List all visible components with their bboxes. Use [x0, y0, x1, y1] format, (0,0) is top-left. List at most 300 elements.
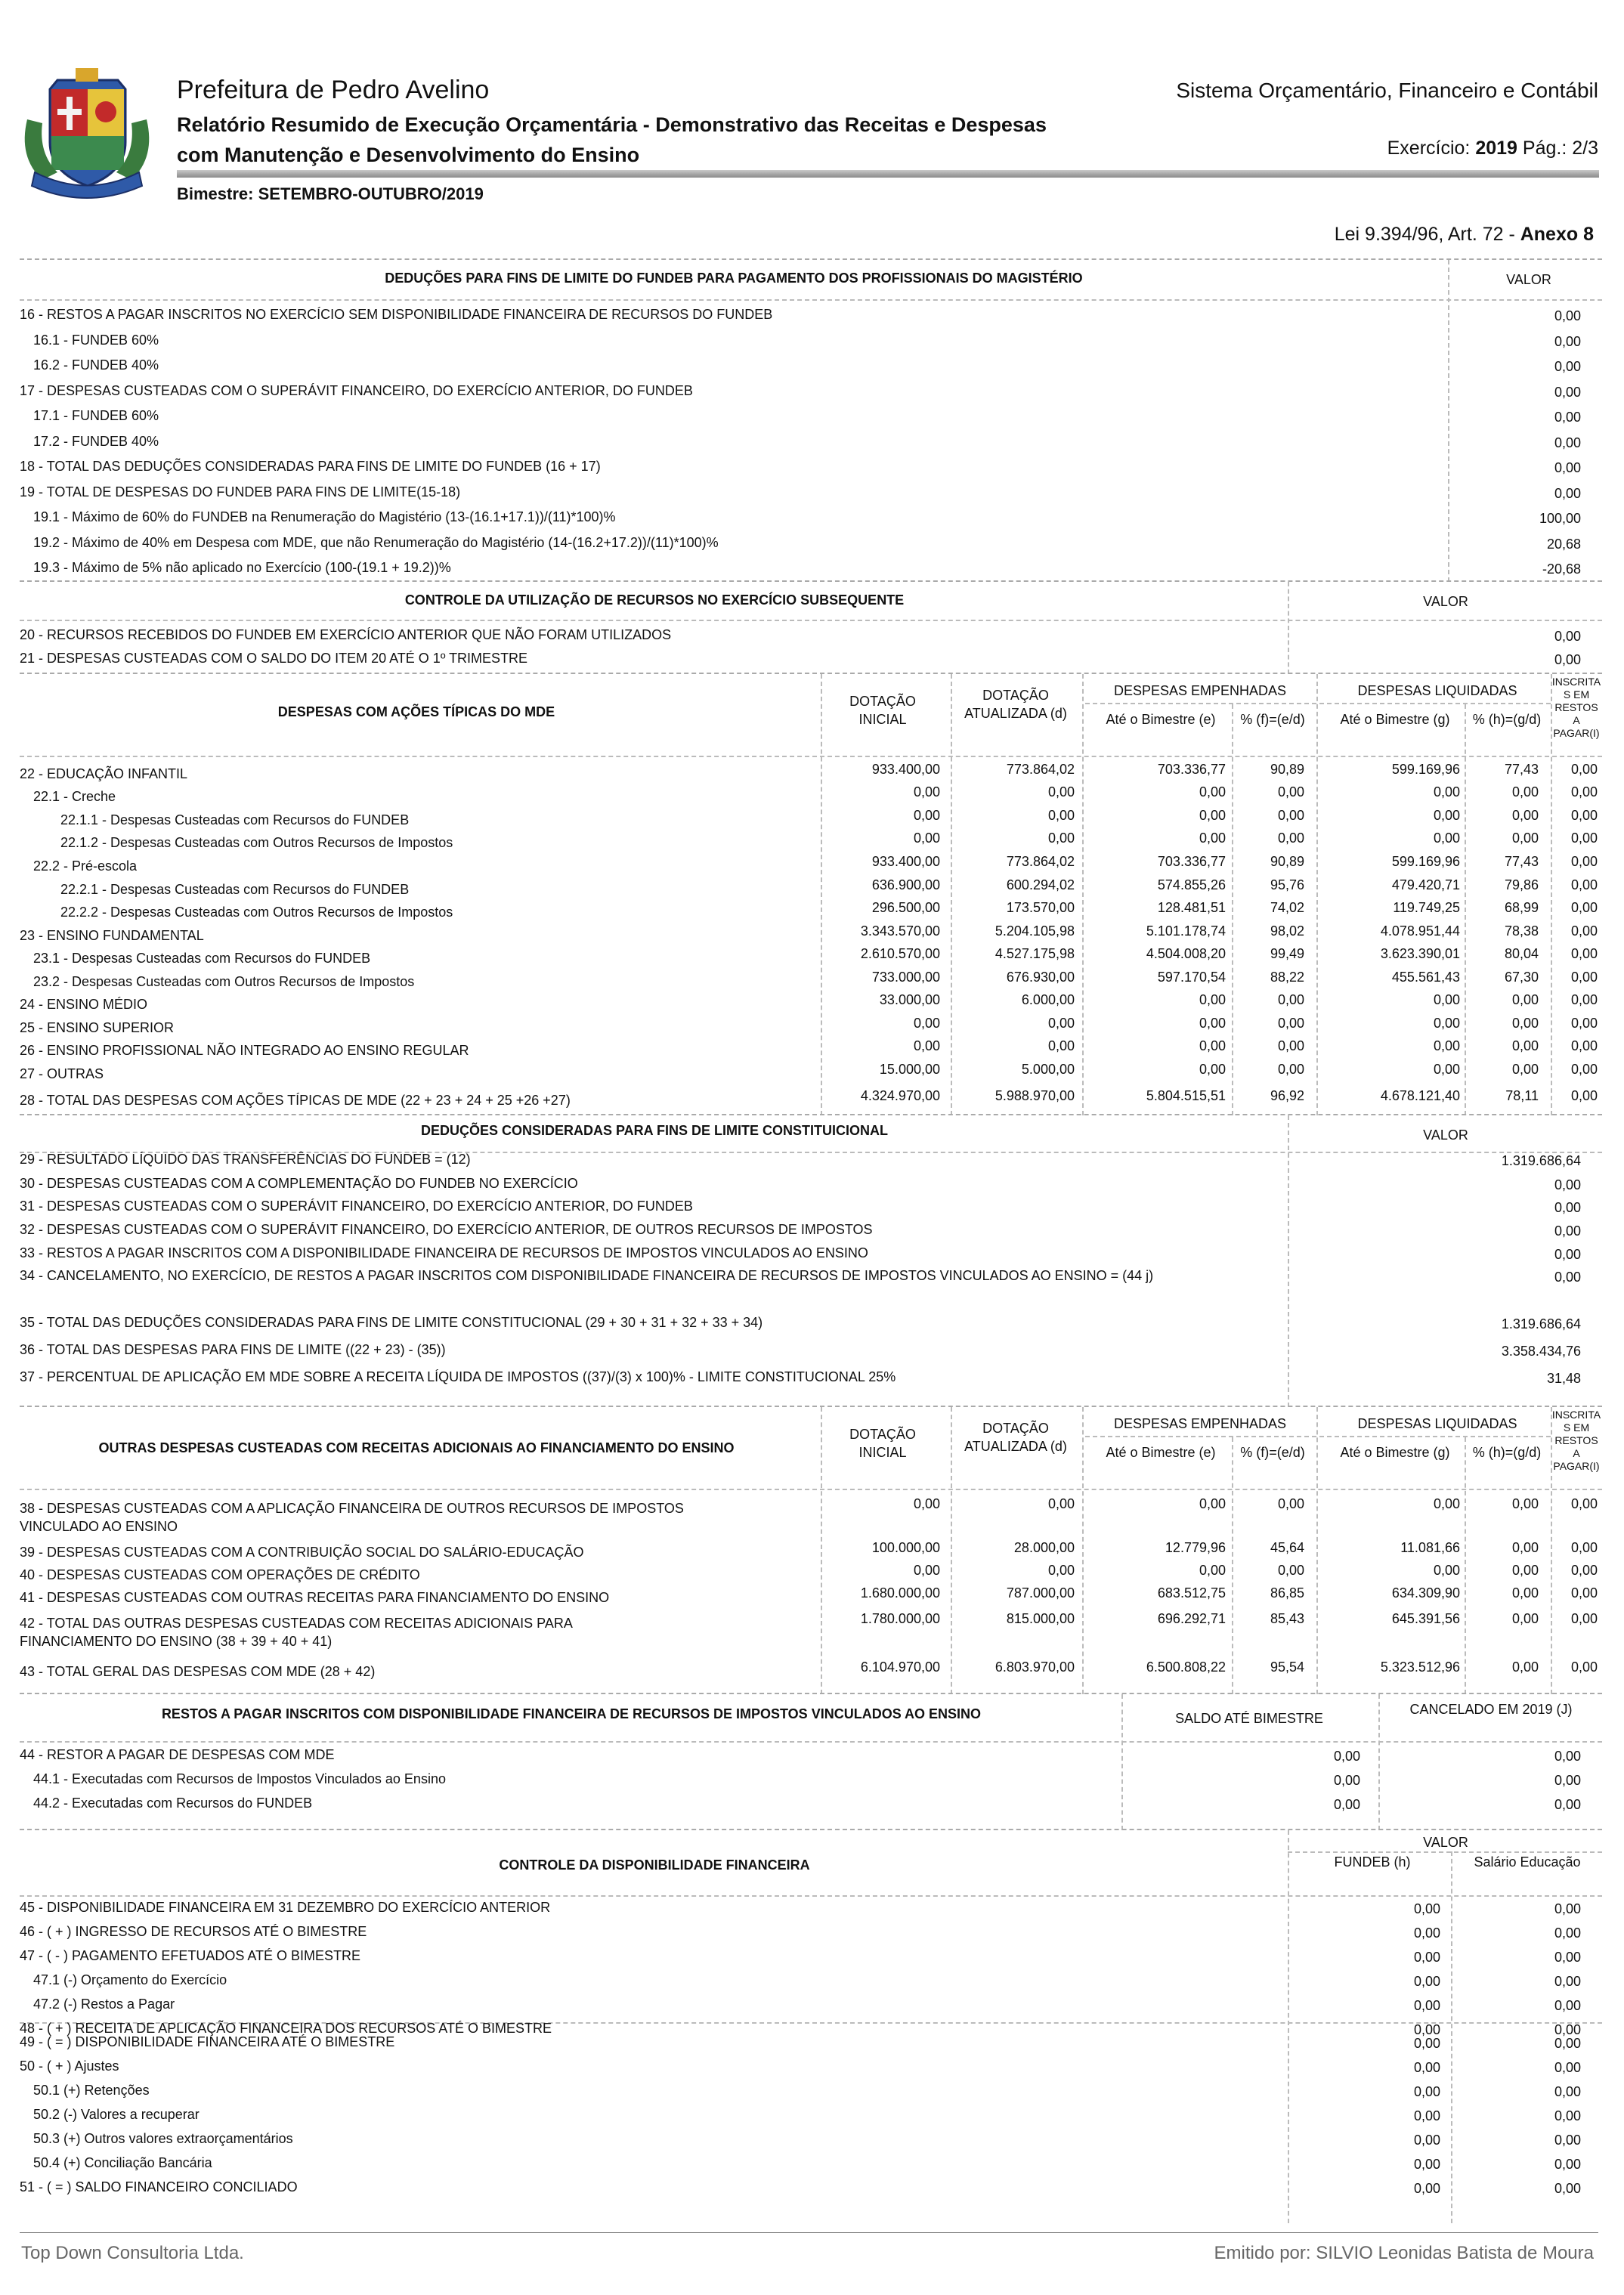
row-label: 50.4 (+) Conciliação Bancária [33, 2155, 212, 2170]
row-value: 3.358.434,76 [1501, 1344, 1581, 1359]
row-label: 16.2 - FUNDEB 40% [33, 357, 159, 373]
row-value-a: 0,00 [1333, 1749, 1360, 1764]
row-label: 29 - RESULTADO LÍQUIDO DAS TRANSFERÊNCIAS DO FUNDEB = (12) [20, 1152, 471, 1167]
row-cell: 0,00 [1511, 1496, 1539, 1511]
row-cell: 78,11 [1505, 1088, 1539, 1103]
header-inscritas-restos: INSCRITA S EM RESTOS A PAGAR(I) [1551, 676, 1601, 739]
page-number: Pág.: 2/3 [1522, 138, 1598, 159]
row-cell: 0,00 [1570, 808, 1598, 823]
row-cell: 5.804.515,51 [1146, 1088, 1226, 1103]
row-value-b: 0,00 [1554, 1749, 1581, 1764]
row-value: 1.319.686,64 [1501, 1153, 1581, 1168]
row-cell: 703.336,77 [1157, 762, 1226, 777]
row-label: 18 - TOTAL DAS DEDUÇÕES CONSIDERADAS PARA FINS DE LIMITE DO FUNDEB (16 + 17) [20, 459, 601, 474]
row-label: 32 - DESPESAS CUSTEADAS COM O SUPERÁVIT FINANCEIRO, DO EXERCÍCIO ANTERIOR, DE OUTROS RECURSOS DE IMPOSTOS [20, 1222, 873, 1237]
row-label: 22.2 - Pré-escola [33, 858, 138, 874]
row-cell: 0,00 [1511, 1611, 1539, 1626]
row-cell: 0,00 [1277, 808, 1304, 823]
row-cell: 0,00 [1199, 992, 1226, 1007]
row-cell: 12.779,96 [1165, 1540, 1226, 1555]
row-value-b: 0,00 [1554, 1901, 1581, 1916]
row-label: 23.1 - Despesas Custeadas com Recursos do FUNDEB [33, 951, 371, 966]
row-cell: 6.104.970,00 [860, 1659, 940, 1675]
row-cell: 0,00 [1277, 1496, 1304, 1511]
row-cell: 0,00 [1511, 1062, 1539, 1077]
row-cell: 90,89 [1270, 854, 1304, 869]
row-value-b: 0,00 [1554, 1974, 1581, 1989]
header-despesas-liquidadas: DESPESAS LIQUIDADAS [1357, 683, 1517, 698]
row-label: 39 - DESPESAS CUSTEADAS COM A CONTRIBUIÇÃO SOCIAL DO SALÁRIO-EDUCAÇÃO [20, 1545, 584, 1560]
row-value: 0,00 [1554, 359, 1581, 374]
row-cell: 77,43 [1504, 762, 1539, 777]
row-cell: 0,00 [1433, 1496, 1460, 1511]
header-pct-f: % (f)=(e/d) [1240, 1445, 1305, 1460]
row-value: 0,00 [1554, 308, 1581, 323]
row-cell: 95,54 [1270, 1659, 1304, 1675]
report-title-line1: Relatório Resumido de Execução Orçamentária - Demonstrativo das Receitas e Despesas [177, 113, 1047, 136]
row-value-a: 0,00 [1413, 2181, 1440, 2196]
header-dotacao-atualizada: DOTAÇÃO ATUALIZADA (d) [964, 688, 1067, 721]
row-label: 30 - DESPESAS CUSTEADAS COM A COMPLEMENTAÇÃO DO FUNDEB NO EXERCÍCIO [20, 1176, 578, 1191]
row-cell: 85,43 [1270, 1611, 1304, 1626]
row-cell: 0,00 [1570, 900, 1598, 915]
row-cell: 0,00 [1047, 1496, 1075, 1511]
row-value: 20,68 [1546, 536, 1581, 552]
row-value: 0,00 [1554, 629, 1581, 644]
row-cell: 0,00 [1511, 1016, 1539, 1031]
row-value: 31,48 [1546, 1371, 1581, 1386]
row-cell: 0,00 [1433, 1016, 1460, 1031]
row-value-a: 0,00 [1413, 1974, 1440, 1989]
row-label: 23 - ENSINO FUNDAMENTAL [20, 928, 204, 943]
row-cell: 0,00 [1433, 992, 1460, 1007]
section-restos-a-pagar [20, 1693, 1602, 1830]
row-cell: 574.855,26 [1157, 877, 1226, 892]
row-cell: 28.000,00 [1013, 1540, 1075, 1555]
coat-of-arms-logo [12, 66, 162, 201]
row-cell: 0,00 [1277, 1038, 1304, 1053]
row-cell: 0,00 [1199, 784, 1226, 800]
row-cell: 95,76 [1270, 877, 1304, 892]
column-header-salario-educacao: Salário Educação [1474, 1854, 1581, 1870]
row-cell: 3.623.390,01 [1380, 946, 1460, 961]
bimestre-label: Bimestre: SETEMBRO-OUTUBRO/2019 [177, 184, 484, 203]
row-cell: 0,00 [1199, 1496, 1226, 1511]
row-cell: 0,00 [1199, 1016, 1226, 1031]
row-cell: 0,00 [1047, 1038, 1075, 1053]
row-cell: 645.391,56 [1391, 1611, 1460, 1626]
row-cell: 0,00 [913, 1016, 940, 1031]
row-cell: 4.324.970,00 [860, 1088, 940, 1103]
row-cell: 0,00 [1511, 1038, 1539, 1053]
row-cell: 98,02 [1270, 923, 1304, 939]
footer-divider [20, 2232, 1598, 2233]
row-cell: 0,00 [1433, 808, 1460, 823]
row-value: 0,00 [1554, 485, 1581, 501]
municipality-title: Prefeitura de Pedro Avelino [177, 76, 490, 104]
row-label: 40 - DESPESAS CUSTEADAS COM OPERAÇÕES DE CRÉDITO [20, 1567, 420, 1582]
section-title: OUTRAS DESPESAS CUSTEADAS COM RECEITAS ADICIONAIS AO FINANCIAMENTO DO ENSINO [98, 1440, 735, 1455]
row-label: 44.2 - Executadas com Recursos do FUNDEB [33, 1795, 313, 1811]
row-cell: 696.292,71 [1157, 1611, 1226, 1626]
row-value: 100,00 [1539, 511, 1581, 526]
section-controle-disponibilidade [20, 1829, 1602, 2223]
header-divider [177, 170, 1599, 178]
row-label: 16.1 - FUNDEB 60% [33, 332, 159, 348]
row-cell: 0,00 [1570, 877, 1598, 892]
row-label: 26 - ENSINO PROFISSIONAL NÃO INTEGRADO AO ENSINO REGULAR [20, 1043, 469, 1058]
row-value-b: 0,00 [1554, 2036, 1581, 2051]
section-title: RESTOS A PAGAR INSCRITOS COM DISPONIBILIDADE FINANCEIRA DE RECURSOS DE IMPOSTOS VINCULADOS AO ENSINO [161, 1706, 982, 1721]
row-value: 0,00 [1554, 1270, 1581, 1285]
row-cell: 0,00 [1277, 992, 1304, 1007]
row-cell: 0,00 [1570, 784, 1598, 800]
row-cell: 0,00 [913, 1563, 940, 1578]
row-cell: 0,00 [1511, 808, 1539, 823]
row-value-a: 0,00 [1413, 1998, 1440, 2013]
row-value-a: 0,00 [1413, 2133, 1440, 2148]
row-cell: 0,00 [1277, 1563, 1304, 1578]
row-cell: 4.678.121,40 [1380, 1088, 1460, 1103]
row-cell: 100.000,00 [871, 1540, 940, 1555]
row-cell: 4.527.175,98 [995, 946, 1075, 961]
row-value-b: 0,00 [1554, 1925, 1581, 1941]
column-header-cancelado: CANCELADO EM 2019 (J) [1409, 1702, 1573, 1717]
row-value-a: 0,00 [1413, 2157, 1440, 2172]
row-cell: 68,99 [1504, 900, 1539, 915]
row-label: 22.1 - Creche [33, 789, 116, 804]
row-cell: 0,00 [1511, 1585, 1539, 1601]
row-cell: 0,00 [1570, 923, 1598, 939]
header-ate-bimestre-g: Até o Bimestre (g) [1340, 1445, 1450, 1460]
row-cell: 2.610.570,00 [860, 946, 940, 961]
row-label: 27 - OUTRAS [20, 1066, 104, 1081]
row-cell: 3.343.570,00 [860, 923, 940, 939]
row-cell: 0,00 [1570, 1496, 1598, 1511]
row-value-a: 0,00 [1413, 1925, 1440, 1941]
row-cell: 0,00 [1199, 1563, 1226, 1578]
anexo-label: Anexo 8 [1520, 224, 1594, 245]
row-cell: 0,00 [1433, 1563, 1460, 1578]
header-dotacao-inicial: DOTAÇÃO INICIAL [849, 694, 916, 727]
row-cell: 5.323.512,96 [1380, 1659, 1460, 1675]
header-dotacao-atualizada: DOTAÇÃO ATUALIZADA (d) [964, 1421, 1067, 1454]
row-cell: 11.081,66 [1400, 1540, 1460, 1555]
row-value: 0,00 [1554, 460, 1581, 475]
header-pct-h: % (h)=(g/d) [1472, 1445, 1542, 1460]
row-cell: 733.000,00 [871, 970, 940, 985]
row-value-a: 0,00 [1333, 1797, 1360, 1812]
row-cell: 119.749,25 [1393, 900, 1460, 915]
row-value: 0,00 [1554, 410, 1581, 425]
row-label: 22.2.2 - Despesas Custeadas com Outros Recursos de Impostos [60, 905, 453, 920]
row-cell: 6.500.808,22 [1146, 1659, 1226, 1675]
row-cell: 0,00 [1047, 1016, 1075, 1031]
row-cell: 600.294,02 [1006, 877, 1075, 892]
row-cell: 0,00 [1199, 830, 1226, 846]
row-value-b: 0,00 [1554, 2084, 1581, 2099]
row-cell: 0,00 [1047, 784, 1075, 800]
row-label: 19.3 - Máximo de 5% não aplicado no Exercício (100-(19.1 + 19.2))% [33, 560, 451, 575]
row-value-b: 0,00 [1554, 2133, 1581, 2148]
row-cell: 0,00 [1511, 830, 1539, 846]
row-label: 19 - TOTAL DE DESPESAS DO FUNDEB PARA FINS DE LIMITE(15-18) [20, 484, 461, 500]
row-cell: 96,92 [1270, 1088, 1304, 1103]
row-label: 28 - TOTAL DAS DESPESAS COM AÇÕES TÍPICAS DE MDE (22 + 23 + 24 + 25 +26 +27) [20, 1093, 571, 1108]
row-label: 33 - RESTOS A PAGAR INSCRITOS COM A DISPONIBILIDADE FINANCEIRA DE RECURSOS DE IMPOSTOS VINCULADOS AO ENSINO [20, 1245, 868, 1260]
row-value-a: 0,00 [1413, 2060, 1440, 2075]
row-cell: 0,00 [1570, 1563, 1598, 1578]
row-value-a: 0,00 [1333, 1773, 1360, 1788]
section-despesas-mde [20, 673, 1602, 1115]
column-header-saldo: SALDO ATÉ BIMESTRE [1175, 1711, 1323, 1726]
row-cell: 597.170,54 [1157, 970, 1226, 985]
row-cell: 45,64 [1270, 1540, 1304, 1555]
row-value: 0,00 [1554, 1177, 1581, 1192]
row-label: 41 - DESPESAS CUSTEADAS COM OUTRAS RECEITAS PARA FINANCIAMENTO DO ENSINO [20, 1590, 610, 1605]
row-cell: 296.500,00 [871, 900, 940, 915]
lei-text: Lei 9.394/96, Art. 72 - [1334, 224, 1520, 245]
header-pct-f: % (f)=(e/d) [1240, 712, 1305, 727]
row-cell: 128.481,51 [1157, 900, 1226, 915]
row-label: 37 - PERCENTUAL DE APLICAÇÃO EM MDE SOBRE A RECEITA LÍQUIDA DE IMPOSTOS ((37)/(3) x 100)% - LIMITE CONSTITUCIONAL 25% [20, 1369, 896, 1384]
row-cell: 787.000,00 [1006, 1585, 1075, 1601]
row-label: 25 - ENSINO SUPERIOR [20, 1020, 175, 1035]
row-cell: 0,00 [1570, 1585, 1598, 1601]
row-cell: 67,30 [1504, 970, 1539, 985]
row-cell: 0,00 [913, 830, 940, 846]
section-title: CONTROLE DA DISPONIBILIDADE FINANCEIRA [499, 1857, 810, 1873]
header-inscritas-restos: INSCRITA S EM RESTOS A PAGAR(I) [1551, 1409, 1601, 1472]
row-label: 45 - DISPONIBILIDADE FINANCEIRA EM 31 DEZEMBRO DO EXERCÍCIO ANTERIOR [20, 1900, 551, 1915]
row-label: 24 - ENSINO MÉDIO [20, 997, 148, 1012]
row-cell: 90,89 [1270, 762, 1304, 777]
row-label: 19.1 - Máximo de 60% do FUNDEB na Renumeração do Magistério (13-(16.1+17.1))/(11)*100)% [33, 509, 616, 524]
row-value-a: 0,00 [1413, 2084, 1440, 2099]
row-cell: 0,00 [1570, 970, 1598, 985]
row-cell: 88,22 [1270, 970, 1304, 985]
section-deducoes-constitucional [20, 1114, 1602, 1407]
row-value-b: 0,00 [1554, 1773, 1581, 1788]
row-cell: 0,00 [913, 1496, 940, 1511]
row-cell: 0,00 [1433, 1038, 1460, 1053]
row-value: 1.319.686,64 [1501, 1316, 1581, 1332]
footer-issued-by: Emitido por: SILVIO Leonidas Batista de Moura [1214, 2243, 1594, 2263]
row-value: 0,00 [1554, 435, 1581, 450]
row-value: 0,00 [1554, 1200, 1581, 1215]
row-value-b: 0,00 [1554, 1797, 1581, 1812]
row-cell: 683.512,75 [1157, 1585, 1226, 1601]
row-cell: 0,00 [1570, 1016, 1598, 1031]
row-cell: 79,86 [1504, 877, 1539, 892]
row-cell: 5.204.105,98 [995, 923, 1075, 939]
row-label: 43 - TOTAL GERAL DAS DESPESAS COM MDE (28 + 42) [20, 1664, 376, 1679]
system-name: Sistema Orçamentário, Financeiro e Contábil [1176, 79, 1598, 102]
footer-company: Top Down Consultoria Ltda. [21, 2243, 244, 2263]
section-fundeb-deductions [20, 258, 1602, 582]
row-cell: 77,43 [1504, 854, 1539, 869]
row-label: 44 - RESTOR A PAGAR DE DESPESAS COM MDE [20, 1747, 335, 1762]
row-value-a: 0,00 [1413, 2036, 1440, 2051]
row-label: 50.2 (-) Valores a recuperar [33, 2107, 200, 2122]
section-title: DESPESAS COM AÇÕES TÍPICAS DO MDE [277, 704, 555, 719]
row-value-a: 0,00 [1413, 2108, 1440, 2123]
row-label: 31 - DESPESAS CUSTEADAS COM O SUPERÁVIT FINANCEIRO, DO EXERCÍCIO ANTERIOR, DO FUNDEB [20, 1199, 693, 1214]
section-title: CONTROLE DA UTILIZAÇÃO DE RECURSOS NO EXERCÍCIO SUBSEQUENTE [404, 592, 905, 608]
section-controle-utilizacao [20, 580, 1602, 674]
row-label: 22.2.1 - Despesas Custeadas com Recursos do FUNDEB [60, 882, 410, 897]
row-value-a: 0,00 [1413, 2022, 1440, 2037]
row-label: 50.1 (+) Retenções [33, 2083, 150, 2098]
section-title: DEDUÇÕES CONSIDERADAS PARA FINS DE LIMITE CONSTITUICIONAL [420, 1123, 889, 1138]
row-cell: 5.000,00 [1021, 1062, 1075, 1077]
row-cell: 15.000,00 [879, 1062, 940, 1077]
row-cell: 0,00 [1199, 1038, 1226, 1053]
row-cell: 0,00 [1047, 808, 1075, 823]
row-cell: 86,85 [1270, 1585, 1304, 1601]
row-cell: 0,00 [1511, 992, 1539, 1007]
header-despesas-empenhadas: DESPESAS EMPENHADAS [1113, 1416, 1287, 1431]
row-cell: 0,00 [1570, 762, 1598, 777]
row-label: 16 - RESTOS A PAGAR INSCRITOS NO EXERCÍCIO SEM DISPONIBILIDADE FINANCEIRA DE RECURSOS DO FUNDEB [20, 307, 773, 322]
row-value-b: 0,00 [1554, 1950, 1581, 1965]
row-label: 22.1.1 - Despesas Custeadas com Recursos do FUNDEB [60, 812, 410, 827]
row-cell: 0,00 [1511, 1540, 1539, 1555]
column-header-valor: VALOR [1506, 272, 1551, 287]
row-cell: 0,00 [1277, 1016, 1304, 1031]
row-label: 47 - ( - ) PAGAMENTO EFETUADOS ATÉ O BIMESTRE [20, 1948, 361, 1963]
row-cell: 0,00 [1570, 1540, 1598, 1555]
row-cell: 74,02 [1270, 900, 1304, 915]
row-cell: 703.336,77 [1157, 854, 1226, 869]
row-label: 42 - TOTAL DAS OUTRAS DESPESAS CUSTEADAS COM RECEITAS ADICIONAIS PARA FINANCIAMENTO DO ENSINO (38 + 39 + 40 + 41) [20, 1616, 572, 1649]
row-label: 35 - TOTAL DAS DEDUÇÕES CONSIDERADAS PARA FINS DE LIMITE CONSTITUCIONAL (29 + 30 + 31 + 32 + 33 + 34) [20, 1315, 763, 1330]
row-value: 0,00 [1554, 1247, 1581, 1262]
header-pct-h: % (h)=(g/d) [1472, 712, 1542, 727]
row-value: 0,00 [1554, 1223, 1581, 1239]
row-label: 22 - EDUCAÇÃO INFANTIL [20, 766, 188, 781]
header-ate-bimestre-e: Até o Bimestre (e) [1106, 1445, 1216, 1460]
row-cell: 0,00 [1433, 784, 1460, 800]
row-label: 44.1 - Executadas com Recursos de Impostos Vinculados ao Ensino [33, 1771, 446, 1786]
row-cell: 1.680.000,00 [860, 1585, 940, 1601]
row-label: 19.2 - Máximo de 40% em Despesa com MDE, que não Renumeração do Magistério (14-(16.2+17.2))/(11)*100)% [33, 534, 719, 550]
row-cell: 1.780.000,00 [860, 1611, 940, 1626]
row-label: 21 - DESPESAS CUSTEADAS COM O SALDO DO ITEM 20 ATÉ O 1º TRIMESTRE [20, 651, 528, 666]
row-value-b: 0,00 [1554, 2108, 1581, 2123]
row-cell: 599.169,96 [1391, 762, 1460, 777]
row-cell: 0,00 [1570, 1611, 1598, 1626]
header-despesas-empenhadas: DESPESAS EMPENHADAS [1113, 683, 1287, 698]
row-label: 17.1 - FUNDEB 60% [33, 408, 159, 423]
row-cell: 99,49 [1270, 946, 1304, 961]
row-value-a: 0,00 [1413, 1901, 1440, 1916]
column-header-valor: VALOR [1423, 1127, 1468, 1143]
row-value-a: 0,00 [1413, 1950, 1440, 1965]
row-label: 17 - DESPESAS CUSTEADAS COM O SUPERÁVIT FINANCEIRO, DO EXERCÍCIO ANTERIOR, DO FUNDEB [20, 382, 693, 398]
row-value: -20,68 [1542, 561, 1581, 577]
row-cell: 4.504.008,20 [1146, 946, 1226, 961]
row-cell: 0,00 [1570, 1659, 1598, 1675]
header-dotacao-inicial: DOTAÇÃO INICIAL [849, 1427, 916, 1460]
row-cell: 0,00 [913, 1038, 940, 1053]
row-cell: 0,00 [1199, 808, 1226, 823]
row-cell: 636.900,00 [871, 877, 940, 892]
row-label: 50.3 (+) Outros valores extraorçamentários [33, 2131, 293, 2146]
row-cell: 773.864,02 [1006, 854, 1075, 869]
row-label: 47.1 (-) Orçamento do Exercício [33, 1972, 227, 1987]
row-label: 36 - TOTAL DAS DESPESAS PARA FINS DE LIMITE ((22 + 23) - (35)) [20, 1342, 446, 1357]
column-header-fundeb: FUNDEB (h) [1334, 1854, 1411, 1870]
row-label: 51 - ( = ) SALDO FINANCEIRO CONCILIADO [20, 2179, 298, 2194]
row-cell: 0,00 [1570, 1088, 1598, 1103]
row-cell: 0,00 [1277, 784, 1304, 800]
row-value-b: 0,00 [1554, 2181, 1581, 2196]
row-value-b: 0,00 [1554, 2157, 1581, 2172]
row-label: 34 - CANCELAMENTO, NO EXERCÍCIO, DE RESTOS A PAGAR INSCRITOS COM DISPONIBILIDADE FINANCEIRA DE RECURSOS DE IMPOSTOS VINCULADOS AO ENSINO = (44 j) [20, 1268, 1154, 1283]
row-cell: 0,00 [1570, 1062, 1598, 1077]
legal-reference [1335, 224, 1594, 246]
row-cell: 0,00 [1199, 1062, 1226, 1077]
row-cell: 0,00 [1277, 1062, 1304, 1077]
report-title-line2: com Manutenção e Desenvolvimento do Ensino [177, 144, 640, 166]
row-value: 0,00 [1554, 384, 1581, 400]
header-despesas-liquidadas: DESPESAS LIQUIDADAS [1357, 1416, 1517, 1431]
header-ate-bimestre-e: Até o Bimestre (e) [1106, 712, 1216, 727]
row-value-b: 0,00 [1554, 2022, 1581, 2037]
row-cell: 5.988.970,00 [995, 1088, 1075, 1103]
row-label: 48 - ( + ) RECEITA DE APLICAÇÃO FINANCEIRA DOS RECURSOS ATÉ O BIMESTRE [20, 2021, 552, 2036]
row-cell: 933.400,00 [871, 854, 940, 869]
row-cell: 33.000,00 [879, 992, 940, 1007]
row-cell: 0,00 [1570, 854, 1598, 869]
row-cell: 6.803.970,00 [995, 1659, 1075, 1675]
column-header-valor: VALOR [1423, 1835, 1468, 1850]
row-cell: 0,00 [1511, 1563, 1539, 1578]
row-cell: 599.169,96 [1391, 854, 1460, 869]
row-label: 47.2 (-) Restos a Pagar [33, 1997, 175, 2012]
row-cell: 4.078.951,44 [1380, 923, 1460, 939]
row-cell: 0,00 [913, 784, 940, 800]
row-cell: 0,00 [1047, 1563, 1075, 1578]
row-cell: 173.570,00 [1006, 900, 1075, 915]
row-cell: 0,00 [1570, 946, 1598, 961]
row-cell: 0,00 [1570, 830, 1598, 846]
row-label: 23.2 - Despesas Custeadas com Outros Recursos de Impostos [33, 974, 415, 989]
section-title: DEDUÇÕES PARA FINS DE LIMITE DO FUNDEB PARA PAGAMENTO DOS PROFISSIONAIS DO MAGISTÉRIO [385, 271, 1083, 286]
row-cell: 455.561,43 [1391, 970, 1460, 985]
exercicio-year: 2019 [1475, 138, 1517, 159]
row-label: 46 - ( + ) INGRESSO DE RECURSOS ATÉ O BIMESTRE [20, 1924, 367, 1939]
header-ate-bimestre-g: Até o Bimestre (g) [1340, 712, 1450, 727]
row-cell: 676.930,00 [1006, 970, 1075, 985]
row-cell: 0,00 [1047, 830, 1075, 846]
row-value-b: 0,00 [1554, 1998, 1581, 2013]
row-cell: 933.400,00 [871, 762, 940, 777]
row-cell: 0,00 [1433, 1062, 1460, 1077]
row-value-b: 0,00 [1554, 2060, 1581, 2075]
row-value: 0,00 [1554, 333, 1581, 349]
row-cell: 0,00 [1570, 1038, 1598, 1053]
row-cell: 0,00 [913, 808, 940, 823]
row-cell: 0,00 [1277, 830, 1304, 846]
row-cell: 815.000,00 [1006, 1611, 1075, 1626]
row-label: 38 - DESPESAS CUSTEADAS COM A APLICAÇÃO FINANCEIRA DE OUTROS RECURSOS DE IMPOSTOS VINCULADO AO ENSINO [20, 1501, 684, 1534]
row-label: 20 - RECURSOS RECEBIDOS DO FUNDEB EM EXERCÍCIO ANTERIOR QUE NÃO FORAM UTILIZADOS [20, 627, 672, 642]
row-label: 50 - ( + ) Ajustes [20, 2058, 119, 2074]
row-cell: 6.000,00 [1021, 992, 1075, 1007]
row-cell: 634.309,90 [1391, 1585, 1460, 1601]
